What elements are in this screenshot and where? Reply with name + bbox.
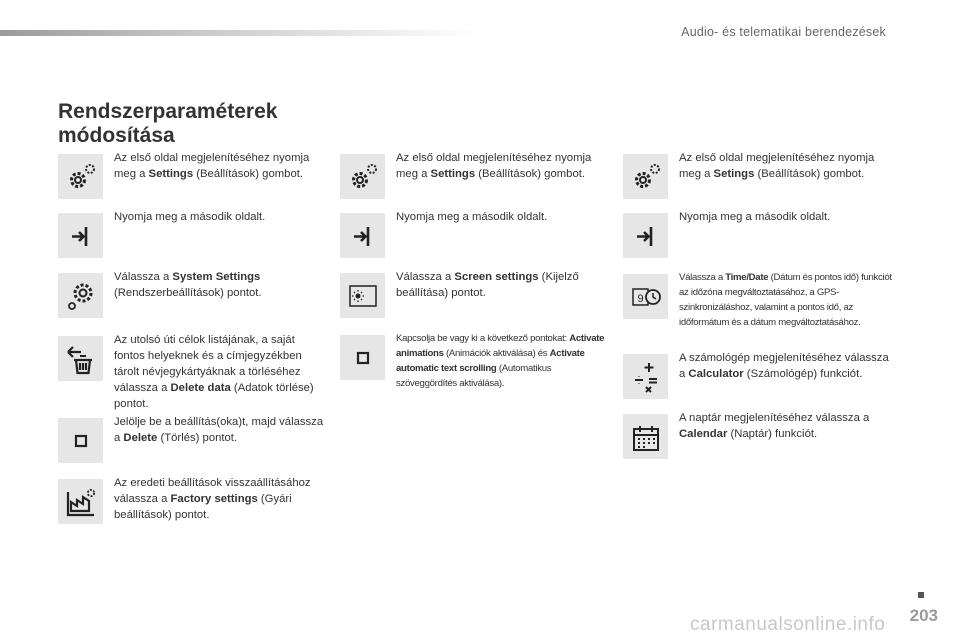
next-page-icon[interactable] bbox=[340, 213, 385, 258]
checkbox-icon[interactable] bbox=[58, 418, 103, 463]
next-page-icon[interactable] bbox=[58, 213, 103, 258]
page-marker bbox=[918, 592, 924, 598]
factory-settings-icon[interactable] bbox=[58, 479, 103, 524]
time-date-icon[interactable] bbox=[623, 274, 668, 319]
step-text: Az utolsó úti célok listájának, a saját fontos helyeknek és a címjegyzékben tárolt névjegykártyáknak a törléséhez válassza a Delete data (Adatok törlése) pontot. bbox=[114, 334, 314, 410]
step-text: A naptár megjelenítéséhez válassza a Calendar (Naptár) funkciót. bbox=[679, 412, 870, 440]
step-text: Nyomja meg a második oldalt. bbox=[679, 211, 831, 223]
step-text: Az eredeti beállítások visszaállításához válassza a Factory settings (Gyári beállítások) pontot. bbox=[114, 477, 311, 521]
delete-data-icon[interactable] bbox=[58, 336, 103, 381]
step-text: Válassza a Screen settings (Kijelző beállítása) pontot. bbox=[396, 271, 579, 299]
gear-icon[interactable] bbox=[58, 154, 103, 199]
step-text: Nyomja meg a második oldalt. bbox=[114, 211, 266, 223]
step-text: Nyomja meg a második oldalt. bbox=[396, 211, 548, 223]
step-text: A számológép megjelenítéséhez válassza a Calculator (Számológép) funkciót. bbox=[679, 352, 889, 380]
step-text: Jelölje be a beállítás(oka)t, majd válassza a Delete (Törlés) pontot. bbox=[114, 416, 324, 444]
page-number: 203 bbox=[909, 606, 938, 625]
step-text: Válassza a Time/Date (Dátum és pontos idő) funkciót az időzóna megváltoztatásához, a GPS-szinkronizáláshoz, valamint a pontos idő, az időformátum és a dátum megváltoztatásához. bbox=[679, 272, 892, 328]
screen-settings-icon[interactable] bbox=[340, 273, 385, 318]
checkbox-icon[interactable] bbox=[340, 335, 385, 380]
calculator-icon[interactable] bbox=[623, 354, 668, 399]
gear-icon[interactable] bbox=[340, 154, 385, 199]
section-title-line1: Rendszerparaméterek bbox=[58, 100, 278, 123]
next-page-icon[interactable] bbox=[623, 213, 668, 258]
gear-icon[interactable] bbox=[623, 154, 668, 199]
step-text: Válassza a System Settings (Rendszerbeállítások) pontot. bbox=[114, 271, 262, 299]
chapter-title: Audio- és telematikai berendezések bbox=[681, 25, 886, 39]
header-decor-bar bbox=[0, 30, 480, 36]
step-text: Kapcsolja be vagy ki a következő pontokat: Activate animations (Animációk aktiválása) és Activate automatic text scrolling (Automatikus szöveggördítés aktiválása). bbox=[396, 333, 605, 389]
watermark[interactable]: carmanualsonline.info bbox=[690, 614, 886, 635]
step-text: Az első oldal megjelenítéséhez nyomja meg a Setings (Beállítások) gombot. bbox=[679, 152, 875, 180]
section-title bbox=[58, 100, 277, 148]
svg-text:9: 9 bbox=[636, 292, 644, 305]
section-title-line2: módosítása bbox=[58, 124, 175, 147]
system-settings-icon[interactable] bbox=[58, 273, 103, 318]
step-text: Az első oldal megjelenítéséhez nyomja meg a Settings (Beállítások) gombot. bbox=[396, 152, 592, 180]
step-text: Az első oldal megjelenítéséhez nyomja meg a Settings (Beállítások) gombot. bbox=[114, 152, 310, 180]
calendar-icon[interactable] bbox=[623, 414, 668, 459]
